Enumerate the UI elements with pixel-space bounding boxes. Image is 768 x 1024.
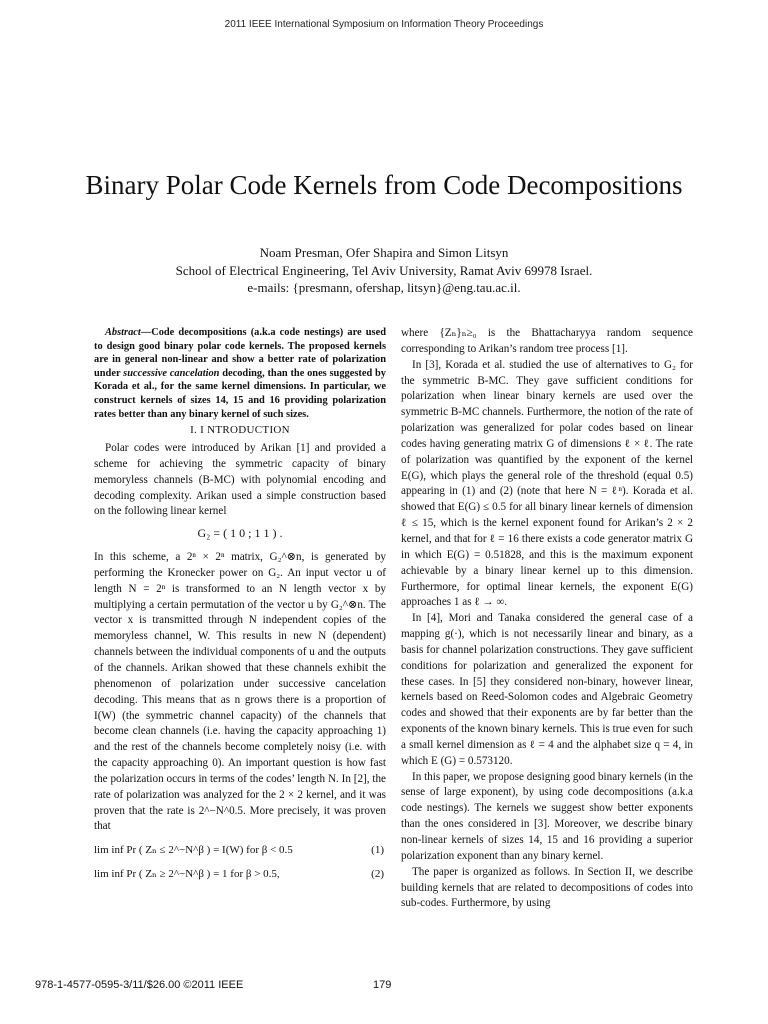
paper-title: Binary Polar Code Kernels from Code Decompositions bbox=[85, 170, 683, 200]
right-paragraph: The paper is organized as follows. In Section II, we describe building kernels that are related to decompositions of codes into sub-codes. Furthermore, by using bbox=[401, 865, 693, 910]
right-paragraph: In [3], Korada et al. studied the use of alternatives to G₂ for the symmetric B-MC. They gave sufficient conditions for polarization when linear binary kernels are used over the symmetric B-MC channels. Furthermore, the notion of the rate of polarization was generalized for polar codes based on linear codes having generating matrix G of dimensions ℓ × ℓ. The rate of polarization was quantified by the exponent of the kernel E(G), which plays the general role of the threshold (equal 0.5) appearing in (1) and (2) (note that here N = ℓⁿ). Korada et al. showed that E(G) ≤ 0.5 for all binary linear kernels of dimension ℓ ≤ 15, which is the kernel exponent found for Arikan’s 2 × 2 kernel, and that for ℓ = 16 there exists a code generator matrix G in which E(G) = 0.51828, and this is the maximum exponent achievable by a binary linear kernel up to this dimension. Furthermore, for optimal linear kernels, the exponent E(G) approaches 1 as ℓ → ∞. bbox=[401, 358, 693, 609]
page-number: 179 bbox=[373, 979, 392, 991]
kernel-matrix: G₂ = ( 1 0 ; 1 1 ) . bbox=[197, 526, 283, 541]
equation-1-body: lim inf Pr ( Zₙ ≤ 2^−N^β ) = I(W) for β < 0.5 bbox=[94, 844, 293, 857]
right-paragraph: where {Zₙ}ₙ≥₀ is the Bhattacharyya random sequence corresponding to Arikan’s random tree process [1]. bbox=[401, 327, 693, 355]
equation-1 bbox=[94, 843, 386, 859]
right-paragraph: In [4], Mori and Tanaka considered the general case of a mapping g(·), which is not necessarily linear and binary, as a basis for channel polarization constructions. They gave sufficient conditions for polarization and generalized the exponent for these cases. In [5] they considered non-binary, however linear, kernels based on Reed-Solomon codes and Algebraic Geometry codes and showed that their exponents are by far better than the exponents of the known binary kernels. This is true even for such a small kernel dimension as ℓ = 4 and the alphabet size q = 4, in which E (G) = 0.573120. bbox=[401, 612, 693, 767]
abstract-italic: successive cancelation bbox=[123, 367, 220, 379]
abstract bbox=[94, 326, 386, 421]
left-paragraph: In this scheme, a 2ⁿ × 2ⁿ matrix, G₂^⊗n, is generated by performing the Kronecker power on G₂. An input vector u of length N = 2ⁿ is transformed to an N length vector x by multiplying a certain permutation of the vector u by G₂^⊗n. The vector x is transmitted through N independent copies of the memoryless channel, W. This results in new N (dependent) channels between the individual components of u and the outputs of the channels. Arikan showed that these channels exhibit the phenomenon of polarization under successive cancelation decoding. This means that as n grows there is a proportion of I(W) (the symmetric channel capacity) of the channels that become clean channels (i.e. having the capacity approaching 1) and the rest of the channels become completely noisy (i.e. with the capacity approaching 0). An important question is how fast the polarization occurs in terms of the codes’ length N. In [2], the rate of polarization was analyzed for the 2 × 2 kernel, and it was proven that the rate is 2^−N^0.5. More precisely, it was proven that bbox=[94, 551, 386, 833]
copyright-footer: 978-1-4577-0595-3/11/$26.00 ©2011 IEEE bbox=[35, 979, 244, 991]
abstract-text-1: —Code decompositions (a.k.a code nestings) are used to design good binary polar code kernels. The proposed kernels are in general non-linear and show a better rate of polarization under bbox=[94, 327, 386, 379]
equation-2-number: (2) bbox=[371, 868, 384, 881]
equation-2 bbox=[94, 867, 386, 883]
section-heading-introduction: I. I NTRODUCTION bbox=[190, 424, 290, 437]
affiliation: School of Electrical Engineering, Tel Aviv University, Ramat Aviv 69978 Israel. bbox=[175, 262, 593, 278]
author-names: Noam Presman, Ofer Shapira and Simon Litsyn bbox=[259, 245, 509, 260]
emails: e-mails: {presmann, ofershap, litsyn}@eng.tau.ac.il. bbox=[247, 280, 521, 295]
equation-2-body: lim inf Pr ( Zₙ ≥ 2^−N^β ) = 1 for β > 0.5, bbox=[94, 868, 280, 881]
right-paragraph: In this paper, we propose designing good binary kernels (in the sense of large exponent), by using code decompositions (a.k.a code nestings). The kernels we suggest show better exponents than the ones considered in [3]. Moreover, we describe binary non-linear kernels of sizes 14, 15 and 16 providing a superior polarization exponent than any binary kernel. bbox=[401, 770, 693, 862]
running-header: 2011 IEEE International Symposium on Information Theory Proceedings bbox=[224, 19, 544, 30]
left-column bbox=[94, 326, 386, 889]
author-block bbox=[40, 244, 728, 297]
right-column bbox=[401, 326, 693, 912]
equation-1-number: (1) bbox=[371, 844, 384, 857]
abstract-label: Abstract bbox=[105, 327, 141, 338]
abstract-text-2: decoding, than the ones suggested by Korada et al., for the same kernel dimensions. In particular, we construct kernels of sizes 14, 15 and 16 providing polarization rates better than any binary kernel of such sizes. bbox=[94, 367, 386, 420]
left-paragraph: Polar codes were introduced by Arikan [1] and provided a scheme for achieving the symmetric capacity of binary memoryless channels (B-MC) with polynomial encoding and decoding complexity. Arikan used a simple construction based on the following linear kernel bbox=[94, 442, 386, 518]
